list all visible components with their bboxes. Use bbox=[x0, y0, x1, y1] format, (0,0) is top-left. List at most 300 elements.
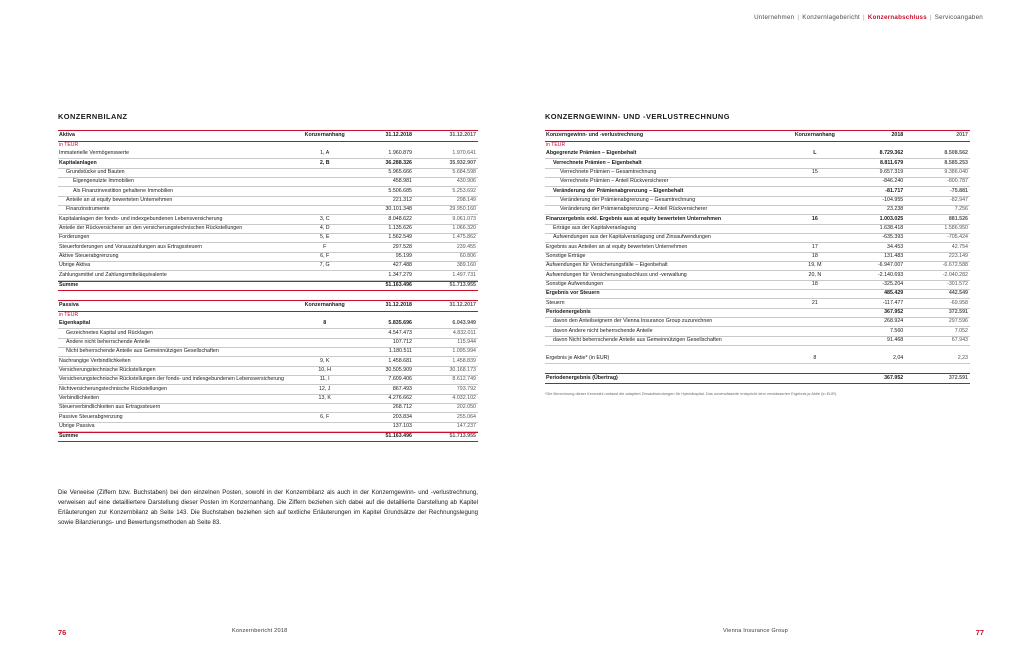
assets-total-label: Summe bbox=[58, 281, 297, 290]
liabilities-row-label: Steuerverbindlichkeiten aus Ertragssteuern bbox=[58, 404, 297, 413]
assets-row-label: Eigengenutzte Immobilien bbox=[58, 178, 297, 187]
income-row-value-prior: -800.787 bbox=[906, 178, 970, 187]
assets-row-value-prior: 5.253.692 bbox=[415, 187, 478, 196]
table-row bbox=[58, 394, 478, 403]
page-title-konzerngewinn: KONZERNGEWINN- UND -VERLUSTRECHNUNG bbox=[545, 112, 730, 121]
footer-title-right: Vienna Insurance Group bbox=[723, 628, 788, 634]
income-row-ref bbox=[787, 317, 842, 326]
table-row bbox=[58, 329, 478, 338]
liabilities-row-label: Passive Steuerabgrenzung bbox=[58, 413, 297, 422]
liabilities-row-value-prior: 793.792 bbox=[415, 385, 478, 394]
liabilities-row-value-current: 4.276.662 bbox=[352, 394, 415, 403]
income-table-header bbox=[545, 131, 970, 142]
liabilities-total-2018: 51.163.496 bbox=[352, 433, 415, 442]
assets-row-label: Anteile der Rückversicherer an den versicherungstechnischen Rückstellungen bbox=[58, 224, 297, 233]
page-title-konzernbilanz: KONZERNBILANZ bbox=[58, 112, 128, 121]
assets-row-ref: 3, C bbox=[297, 215, 352, 224]
table-row bbox=[58, 320, 478, 329]
income-row-value-prior: 1.586.950 bbox=[906, 224, 970, 233]
breadcrumb-separator: | bbox=[797, 14, 800, 21]
income-final-ref bbox=[787, 374, 842, 383]
table-row bbox=[545, 187, 970, 196]
assets-row-value-current: 1.135.626 bbox=[352, 224, 415, 233]
explanatory-note: Die Verweise (Ziffern bzw. Buchstaben) bei den einzelnen Posten, sowohl in der Konzernbilanz als auch in der Konzerngewinn- und -verlustrechnung, verweisen auf eine detailliertere Darstellung dieser Posten im Konzernanhang. Die Ziffern beziehen sich dabei auf die detaillierte Darstellung ab Kapitel Erläuterungen zur Konzernbilanz ab Seite 143. Die Buchstaben beziehen sich auf textliche Erläuterungen im Kapitel Grundsätze der Rechnungslegung sowie Bilanzierungs- und Bewertungsmethoden ab Seite 83. bbox=[58, 489, 478, 526]
assets-col-ref: Konzernanhang bbox=[297, 131, 352, 142]
liabilities-row-ref: 8 bbox=[297, 320, 352, 329]
income-row-ref: 18 bbox=[787, 252, 842, 261]
liabilities-row-ref: 11, I bbox=[297, 376, 352, 385]
liabilities-col-2017: 31.12.2017 bbox=[415, 301, 478, 312]
income-row-ref: 17 bbox=[787, 243, 842, 252]
assets-row-value-current: 5.506.685 bbox=[352, 187, 415, 196]
liabilities-row-value-prior: 4.832.011 bbox=[415, 329, 478, 338]
assets-row-value-current: 297.528 bbox=[352, 243, 415, 252]
table-row bbox=[545, 271, 970, 280]
income-row-value-prior: 7.256 bbox=[906, 206, 970, 215]
assets-row-label: Übrige Aktiva bbox=[58, 262, 297, 271]
table-row bbox=[545, 178, 970, 187]
assets-row-value-prior: 1.497.731 bbox=[415, 271, 478, 280]
liabilities-row-ref: 6, F bbox=[297, 413, 352, 422]
income-row-ref bbox=[787, 159, 842, 168]
table-row bbox=[58, 366, 478, 375]
assets-row-value-prior: 5.684.598 bbox=[415, 168, 478, 177]
liabilities-row-value-current: 7.609.406 bbox=[352, 376, 415, 385]
eps-2017: 2,23 bbox=[906, 355, 970, 364]
assets-row-ref: 7, G bbox=[297, 262, 352, 271]
income-row-value-prior: 67.943 bbox=[906, 336, 970, 345]
income-row-ref bbox=[787, 206, 842, 215]
table-row bbox=[58, 215, 478, 224]
assets-row-ref: 1, A bbox=[297, 150, 352, 159]
table-row bbox=[58, 252, 478, 261]
income-row-ref bbox=[787, 290, 842, 299]
table-row bbox=[545, 280, 970, 289]
income-col-ref: Konzernanhang bbox=[787, 131, 842, 142]
income-row-value-current: 9.657.319 bbox=[843, 168, 907, 177]
income-col-2017: 2017 bbox=[906, 131, 970, 142]
table-row bbox=[58, 168, 478, 177]
assets-row-label: Grundstücke und Bauten bbox=[58, 168, 297, 177]
assets-total-2018: 51.163.496 bbox=[352, 281, 415, 290]
liabilities-col-ref: Konzernanhang bbox=[297, 301, 352, 312]
liabilities-row-value-current: 137.103 bbox=[352, 422, 415, 431]
liabilities-total-2017: 51.713.955 bbox=[415, 433, 478, 442]
liabilities-row-value-current: 203.834 bbox=[352, 413, 415, 422]
assets-row-value-current: 36.288.326 bbox=[352, 159, 415, 168]
liabilities-row-value-prior: 1.095.994 bbox=[415, 348, 478, 357]
liabilities-row-value-prior: 202.050 bbox=[415, 404, 478, 413]
table-row bbox=[545, 308, 970, 317]
income-row-value-prior: -75.881 bbox=[906, 187, 970, 196]
assets-row-value-prior: 60.806 bbox=[415, 252, 478, 261]
income-row-value-current: -846.240 bbox=[843, 178, 907, 187]
income-row-label: Periodenergebnis bbox=[545, 308, 787, 317]
liabilities-total-label: Summe bbox=[58, 433, 297, 442]
income-row-value-current: 367.952 bbox=[843, 308, 907, 317]
table-row bbox=[58, 159, 478, 168]
assets-row-ref bbox=[297, 196, 352, 205]
table-row bbox=[58, 404, 478, 413]
assets-total-2017: 51.713.955 bbox=[415, 281, 478, 290]
assets-row-value-prior: 35.932.907 bbox=[415, 159, 478, 168]
income-row-label: Finanzergebnis exkl. Ergebnis aus at equity bewerteten Unternehmen bbox=[545, 215, 787, 224]
liabilities-row-label: Nichtversicherungstechnische Rückstellungen bbox=[58, 385, 297, 394]
table-row bbox=[545, 168, 970, 177]
assets-row-value-prior: 430.906 bbox=[415, 178, 478, 187]
income-row-value-prior: -2.040.282 bbox=[906, 271, 970, 280]
assets-col-2017: 31.12.2017 bbox=[415, 131, 478, 142]
income-row-value-prior: 9.386.040 bbox=[906, 168, 970, 177]
income-row-label: Sonstige Erträge bbox=[545, 252, 787, 261]
income-row-label: Veränderung der Prämienabgrenzung – Gesamtrechnung bbox=[545, 196, 787, 205]
income-row-value-prior: 442.549 bbox=[906, 290, 970, 299]
income-row-value-current: 7.560 bbox=[843, 327, 907, 336]
income-row-label: Verrechnete Prämien – Eigenbehalt bbox=[545, 159, 787, 168]
income-row-ref: 18 bbox=[787, 280, 842, 289]
assets-row-ref: 4, D bbox=[297, 224, 352, 233]
breadcrumb-separator: | bbox=[929, 14, 932, 21]
income-row-ref: 20, N bbox=[787, 271, 842, 280]
income-row-value-prior: 372.591 bbox=[906, 308, 970, 317]
income-row-value-prior: -82.947 bbox=[906, 196, 970, 205]
liabilities-row-ref bbox=[297, 348, 352, 357]
breadcrumb-item-unternehmen[interactable]: Unternehmen bbox=[754, 14, 795, 21]
liabilities-row-label: Versicherungstechnische Rückstellungen der fonds- und indexgebundenen Lebensversicherung bbox=[58, 376, 297, 385]
assets-row-ref bbox=[297, 168, 352, 177]
income-row-value-current: -6.947.007 bbox=[843, 262, 907, 271]
assets-row-ref bbox=[297, 206, 352, 215]
table-row bbox=[58, 224, 478, 233]
breadcrumb bbox=[753, 14, 984, 21]
income-row-value-current: 131.483 bbox=[843, 252, 907, 261]
assets-row-ref bbox=[297, 178, 352, 187]
income-col-2018: 2018 bbox=[843, 131, 907, 142]
income-row-label: Verrechnete Prämien – Gesamtrechnung bbox=[545, 168, 787, 177]
assets-row-ref bbox=[297, 271, 352, 280]
income-row-ref bbox=[787, 327, 842, 336]
liabilities-row-label: Verbindlichkeiten bbox=[58, 394, 297, 403]
table-row bbox=[545, 262, 970, 271]
income-row-value-prior: 8.508.562 bbox=[906, 150, 970, 159]
table-row bbox=[58, 196, 478, 205]
income-row-value-prior: 7.052 bbox=[906, 327, 970, 336]
table-row bbox=[545, 234, 970, 243]
table-row bbox=[58, 271, 478, 280]
assets-row-value-prior: 1.970.641 bbox=[415, 150, 478, 159]
liabilities-row-value-prior: 1.458.839 bbox=[415, 357, 478, 366]
income-row-label: Veränderung der Prämienabgrenzung – Eigenbehalt bbox=[545, 187, 787, 196]
page-footer bbox=[0, 628, 1024, 640]
income-row-value-current: 485.429 bbox=[843, 290, 907, 299]
income-row-ref bbox=[787, 178, 842, 187]
liabilities-table bbox=[58, 300, 478, 432]
liabilities-row-label: Übrige Passiva bbox=[58, 422, 297, 431]
liabilities-row-value-current: 1.180.511 bbox=[352, 348, 415, 357]
liabilities-row-ref: 10, H bbox=[297, 366, 352, 375]
table-row bbox=[545, 196, 970, 205]
income-row-value-current: -325.204 bbox=[843, 280, 907, 289]
assets-row-value-current: 1.960.879 bbox=[352, 150, 415, 159]
table-row bbox=[545, 215, 970, 224]
income-row-value-current: 8.811.679 bbox=[843, 159, 907, 168]
table-row bbox=[58, 243, 478, 252]
assets-row-value-current: 5.965.666 bbox=[352, 168, 415, 177]
liabilities-row-ref bbox=[297, 329, 352, 338]
footer-title-left: Konzernbericht 2018 bbox=[232, 628, 288, 634]
table-row bbox=[545, 150, 970, 159]
income-row-value-prior: 8.585.253 bbox=[906, 159, 970, 168]
table-row bbox=[58, 150, 478, 159]
liabilities-row-ref: 13, K bbox=[297, 394, 352, 403]
assets-row-label: Als Finanzinvestition gehaltene Immobilien bbox=[58, 187, 297, 196]
income-row-label: Steuern bbox=[545, 299, 787, 308]
income-row-value-current: -104.955 bbox=[843, 196, 907, 205]
table-row bbox=[58, 262, 478, 271]
table-row bbox=[545, 290, 970, 299]
income-final-label: Periodenergebnis (Übertrag) bbox=[545, 374, 787, 383]
table-row bbox=[545, 336, 970, 345]
income-final-row bbox=[545, 374, 970, 383]
liabilities-row-label: Eigenkapital bbox=[58, 320, 297, 329]
income-row-value-prior: 42.754 bbox=[906, 243, 970, 252]
table-row bbox=[58, 206, 478, 215]
income-unit-row bbox=[545, 141, 970, 150]
liabilities-row-label: Gezeichnetes Kapital und Rücklagen bbox=[58, 329, 297, 338]
eps-label: Ergebnis je Aktie* (in EUR) bbox=[545, 355, 787, 364]
assets-row-label: Finanzinstrumente bbox=[58, 206, 297, 215]
income-row-value-prior: 881.526 bbox=[906, 215, 970, 224]
income-col-label: Konzerngewinn- und -verlustrechnung bbox=[545, 131, 787, 142]
assets-row-label: Steuerforderungen und Vorauszahlungen aus Ertragssteuern bbox=[58, 243, 297, 252]
assets-unit-row bbox=[58, 141, 478, 150]
income-row-value-current: 1.638.418 bbox=[843, 224, 907, 233]
liabilities-row-value-prior: 147.237 bbox=[415, 422, 478, 431]
assets-row-ref bbox=[297, 187, 352, 196]
table-row bbox=[545, 224, 970, 233]
income-row-label: davon Andere nicht beherrschende Anteile bbox=[545, 327, 787, 336]
konzerngewinn-section bbox=[545, 112, 970, 396]
assets-row-ref: 6, F bbox=[297, 252, 352, 261]
table-row bbox=[545, 159, 970, 168]
eps-2018: 2,04 bbox=[843, 355, 907, 364]
assets-row-value-current: 458.981 bbox=[352, 178, 415, 187]
assets-row-value-current: 8.048.622 bbox=[352, 215, 415, 224]
assets-row-label: Zahlungsmittel und Zahlungsmitteläquivalente bbox=[58, 271, 297, 280]
assets-row-value-current: 427.488 bbox=[352, 262, 415, 271]
assets-row-value-prior: 389.160 bbox=[415, 262, 478, 271]
page-number-right: 77 bbox=[975, 628, 984, 637]
income-row-value-prior: 223.149 bbox=[906, 252, 970, 261]
assets-total-ref bbox=[297, 281, 352, 290]
table-row bbox=[58, 234, 478, 243]
table-row bbox=[545, 252, 970, 261]
liabilities-row-value-current: 107.712 bbox=[352, 338, 415, 347]
income-row-label: Aufwendungen für Versicherungsfälle – Eigenbehalt bbox=[545, 262, 787, 271]
income-row-value-current: 8.729.362 bbox=[843, 150, 907, 159]
liabilities-row-value-prior: 8.612.749 bbox=[415, 376, 478, 385]
income-footnote: *Die Berechnung dieser Kennzahl umfasst die adaptiert Zinsaufwendungen für Hybridkapital. Das unverwässerte entspricht dem verwässerten Ergebnis je Aktie (in EUR). bbox=[545, 390, 838, 396]
income-row-ref bbox=[787, 196, 842, 205]
assets-row-ref: 5, E bbox=[297, 234, 352, 243]
income-row-label: Aufwendungen für Versicherungsabschluss und -verwaltung bbox=[545, 271, 787, 280]
liabilities-row-value-prior: 30.168.173 bbox=[415, 366, 478, 375]
income-row-value-current: -635.393 bbox=[843, 234, 907, 243]
table-row bbox=[545, 243, 970, 252]
liabilities-row-value-current: 5.835.696 bbox=[352, 320, 415, 329]
liabilities-table-header bbox=[58, 301, 478, 312]
assets-row-value-prior: 1.475.862 bbox=[415, 234, 478, 243]
assets-col-2018: 31.12.2018 bbox=[352, 131, 415, 142]
income-row-label: Aufwendungen aus der Kapitalveranlagung und Zinsaufwendungen bbox=[545, 234, 787, 243]
assets-col-label: Aktiva bbox=[58, 131, 297, 142]
income-row-label: Abgegrenzte Prämien – Eigenbehalt bbox=[545, 150, 787, 159]
income-final-2017: 372.591 bbox=[906, 374, 970, 383]
income-row-value-current: 34.453 bbox=[843, 243, 907, 252]
table-row bbox=[58, 385, 478, 394]
assets-row-value-prior: 239.455 bbox=[415, 243, 478, 252]
income-row-value-prior: 297.596 bbox=[906, 317, 970, 326]
assets-row-value-current: 95.199 bbox=[352, 252, 415, 261]
liabilities-row-value-prior: 6.043.949 bbox=[415, 320, 478, 329]
assets-total-table bbox=[58, 281, 478, 300]
income-row-value-prior: -69.958 bbox=[906, 299, 970, 308]
income-row-value-current: 268.924 bbox=[843, 317, 907, 326]
income-row-value-current: -117.477 bbox=[843, 299, 907, 308]
breadcrumb-item-konzernabschluss[interactable]: Konzernabschluss bbox=[867, 14, 927, 21]
income-row-label: Ergebnis aus Anteilen an at equity bewerteten Unternehmen bbox=[545, 243, 787, 252]
assets-unit: in TEUR bbox=[59, 142, 79, 149]
income-row-value-current: 91.468 bbox=[843, 336, 907, 345]
assets-row-value-prior: 1.066.320 bbox=[415, 224, 478, 233]
income-row-label: Sonstige Aufwendungen bbox=[545, 280, 787, 289]
table-row bbox=[58, 413, 478, 422]
liabilities-row-ref: 9, K bbox=[297, 357, 352, 366]
liabilities-row-value-current: 867.493 bbox=[352, 385, 415, 394]
liabilities-unit-row bbox=[58, 311, 478, 320]
liabilities-total-ref bbox=[297, 433, 352, 442]
income-row-value-prior: -705.424 bbox=[906, 234, 970, 243]
table-row bbox=[545, 317, 970, 326]
income-row-label: Veränderung der Prämienabgrenzung – Anteil Rückversicherer bbox=[545, 206, 787, 215]
income-row-ref bbox=[787, 336, 842, 345]
assets-row-label: Aktive Steuerabgrenzung bbox=[58, 252, 297, 261]
assets-row-value-prior: 298.149 bbox=[415, 196, 478, 205]
income-row-label: davon den Anteilseignern der Vienna Insurance Group zuzurechnen bbox=[545, 317, 787, 326]
income-row-value-current: -81.717 bbox=[843, 187, 907, 196]
table-row bbox=[58, 357, 478, 366]
liabilities-col-2018: 31.12.2018 bbox=[352, 301, 415, 312]
assets-row-value-current: 1.347.279 bbox=[352, 271, 415, 280]
income-row-label: Ergebnis vor Steuern bbox=[545, 290, 787, 299]
income-unit: in TEUR bbox=[546, 142, 566, 149]
table-row bbox=[58, 348, 478, 357]
assets-row-value-prior: 29.950.160 bbox=[415, 206, 478, 215]
assets-row-label: Kapitalanlagen bbox=[58, 159, 297, 168]
liabilities-row-value-prior: 115.944 bbox=[415, 338, 478, 347]
liabilities-row-label: Andere nicht beherrschende Anteile bbox=[58, 338, 297, 347]
income-row-value-current: -2.140.693 bbox=[843, 271, 907, 280]
liabilities-row-label: Nicht beherrschende Anteile aus Gemeinnützigen Gesellschaften bbox=[58, 348, 297, 357]
assets-table-header bbox=[58, 131, 478, 142]
income-row-ref: 16 bbox=[787, 215, 842, 224]
income-row-label: Verrechnete Prämien – Anteil Rückversicherer bbox=[545, 178, 787, 187]
liabilities-col-label: Passiva bbox=[58, 301, 297, 312]
income-statement-table bbox=[545, 130, 970, 346]
liabilities-row-value-prior: 255.064 bbox=[415, 413, 478, 422]
income-row-ref bbox=[787, 224, 842, 233]
table-row bbox=[545, 327, 970, 336]
liabilities-total-row bbox=[58, 433, 478, 442]
liabilities-row-value-prior: 4.032.102 bbox=[415, 394, 478, 403]
income-row-value-current: 23.238 bbox=[843, 206, 907, 215]
liabilities-row-ref bbox=[297, 404, 352, 413]
assets-table bbox=[58, 130, 478, 281]
liabilities-row-value-current: 4.547.473 bbox=[352, 329, 415, 338]
income-row-ref bbox=[787, 234, 842, 243]
eps-ref: 8 bbox=[787, 355, 842, 364]
assets-row-label: Kapitalanlagen der fonds- und indexgebundenen Lebensversicherung bbox=[58, 215, 297, 224]
income-row-value-prior: -6.672.588 bbox=[906, 262, 970, 271]
liabilities-row-ref bbox=[297, 422, 352, 431]
table-row bbox=[58, 338, 478, 347]
liabilities-row-ref: 12, J bbox=[297, 385, 352, 394]
assets-total-row bbox=[58, 281, 478, 290]
liabilities-row-value-current: 1.458.681 bbox=[352, 357, 415, 366]
income-row-ref bbox=[787, 187, 842, 196]
income-row-value-prior: -301.572 bbox=[906, 280, 970, 289]
assets-row-ref: 2, B bbox=[297, 159, 352, 168]
liabilities-row-value-current: 268.712 bbox=[352, 404, 415, 413]
table-row bbox=[58, 422, 478, 431]
income-row-label: davon Nicht beherrschende Anteile aus Gemeinnützigen Gesellschaften bbox=[545, 336, 787, 345]
page-number-left: 76 bbox=[58, 628, 67, 637]
assets-row-value-current: 30.101.348 bbox=[352, 206, 415, 215]
income-row-ref: L bbox=[787, 150, 842, 159]
assets-row-value-prior: 9.061.073 bbox=[415, 215, 478, 224]
liabilities-row-value-current: 30.505.909 bbox=[352, 366, 415, 375]
income-row-label: Erträge aus der Kapitalveranlagung bbox=[545, 224, 787, 233]
income-row-ref: 21 bbox=[787, 299, 842, 308]
assets-row-value-current: 221.312 bbox=[352, 196, 415, 205]
income-row-value-current: 1.003.025 bbox=[843, 215, 907, 224]
table-row bbox=[545, 299, 970, 308]
table-row bbox=[58, 178, 478, 187]
income-row-ref bbox=[787, 308, 842, 317]
assets-row-label: Immaterielle Vermögenswerte bbox=[58, 150, 297, 159]
table-row bbox=[58, 376, 478, 385]
income-eps-table bbox=[545, 346, 970, 384]
liabilities-row-label: Versicherungstechnische Rückstellungen bbox=[58, 366, 297, 375]
breadcrumb-item-servicoangaben[interactable]: Servicoangaben bbox=[934, 14, 983, 21]
assets-row-label: Anteile an at equity bewerteten Unternehmen bbox=[58, 196, 297, 205]
breadcrumb-separator: | bbox=[863, 14, 865, 21]
table-row bbox=[58, 187, 478, 196]
breadcrumb-item-konzernlagebericht[interactable]: Konzernlagebericht bbox=[802, 14, 861, 21]
liabilities-unit: in TEUR bbox=[59, 312, 79, 319]
income-row-ref: 19, M bbox=[787, 262, 842, 271]
eps-row bbox=[545, 355, 970, 364]
income-row-ref: 15 bbox=[787, 168, 842, 177]
liabilities-row-ref bbox=[297, 338, 352, 347]
assets-row-label: Forderungen bbox=[58, 234, 297, 243]
assets-row-value-current: 1.562.549 bbox=[352, 234, 415, 243]
assets-row-ref: F bbox=[297, 243, 352, 252]
liabilities-total-table bbox=[58, 432, 478, 442]
liabilities-row-label: Nachrangige Verbindlichkeiten bbox=[58, 357, 297, 366]
konzernbilanz-section bbox=[58, 112, 478, 442]
table-row bbox=[545, 206, 970, 215]
